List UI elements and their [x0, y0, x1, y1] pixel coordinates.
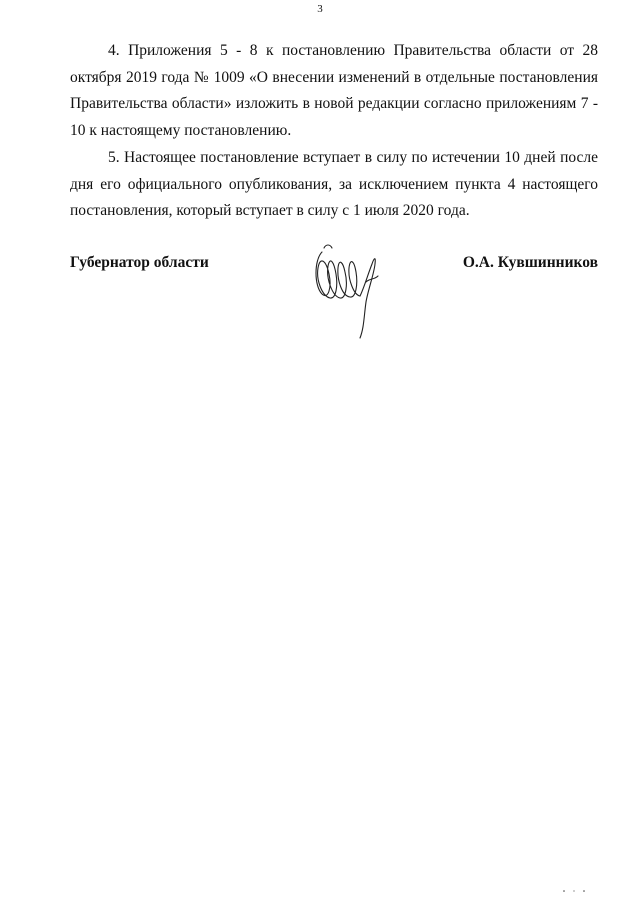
paragraph-5: 5. Настоящее постановление вступает в силу по истечении 10 дней после дня его официального опубликования, за исключением пункта 4 настоящего постановления, который вступает в силу с 1 июля 2020 года.	[70, 149, 598, 219]
paragraph-4: 4. Приложения 5 - 8 к постановлению Правительства области от 28 октября 2019 года № 1009 «О внесении изменений в отдельные постановления Правительства области» изложить в новой редакции согласно приложениям 7 - 10 к настоящему постановлению.	[70, 42, 598, 139]
scan-specks	[560, 888, 590, 894]
handwritten-signature	[308, 238, 384, 342]
signatory-title: Губернатор области	[70, 254, 209, 271]
page-number: 3	[317, 3, 323, 15]
signatory-name: О.А. Кувшинников	[462, 254, 598, 271]
